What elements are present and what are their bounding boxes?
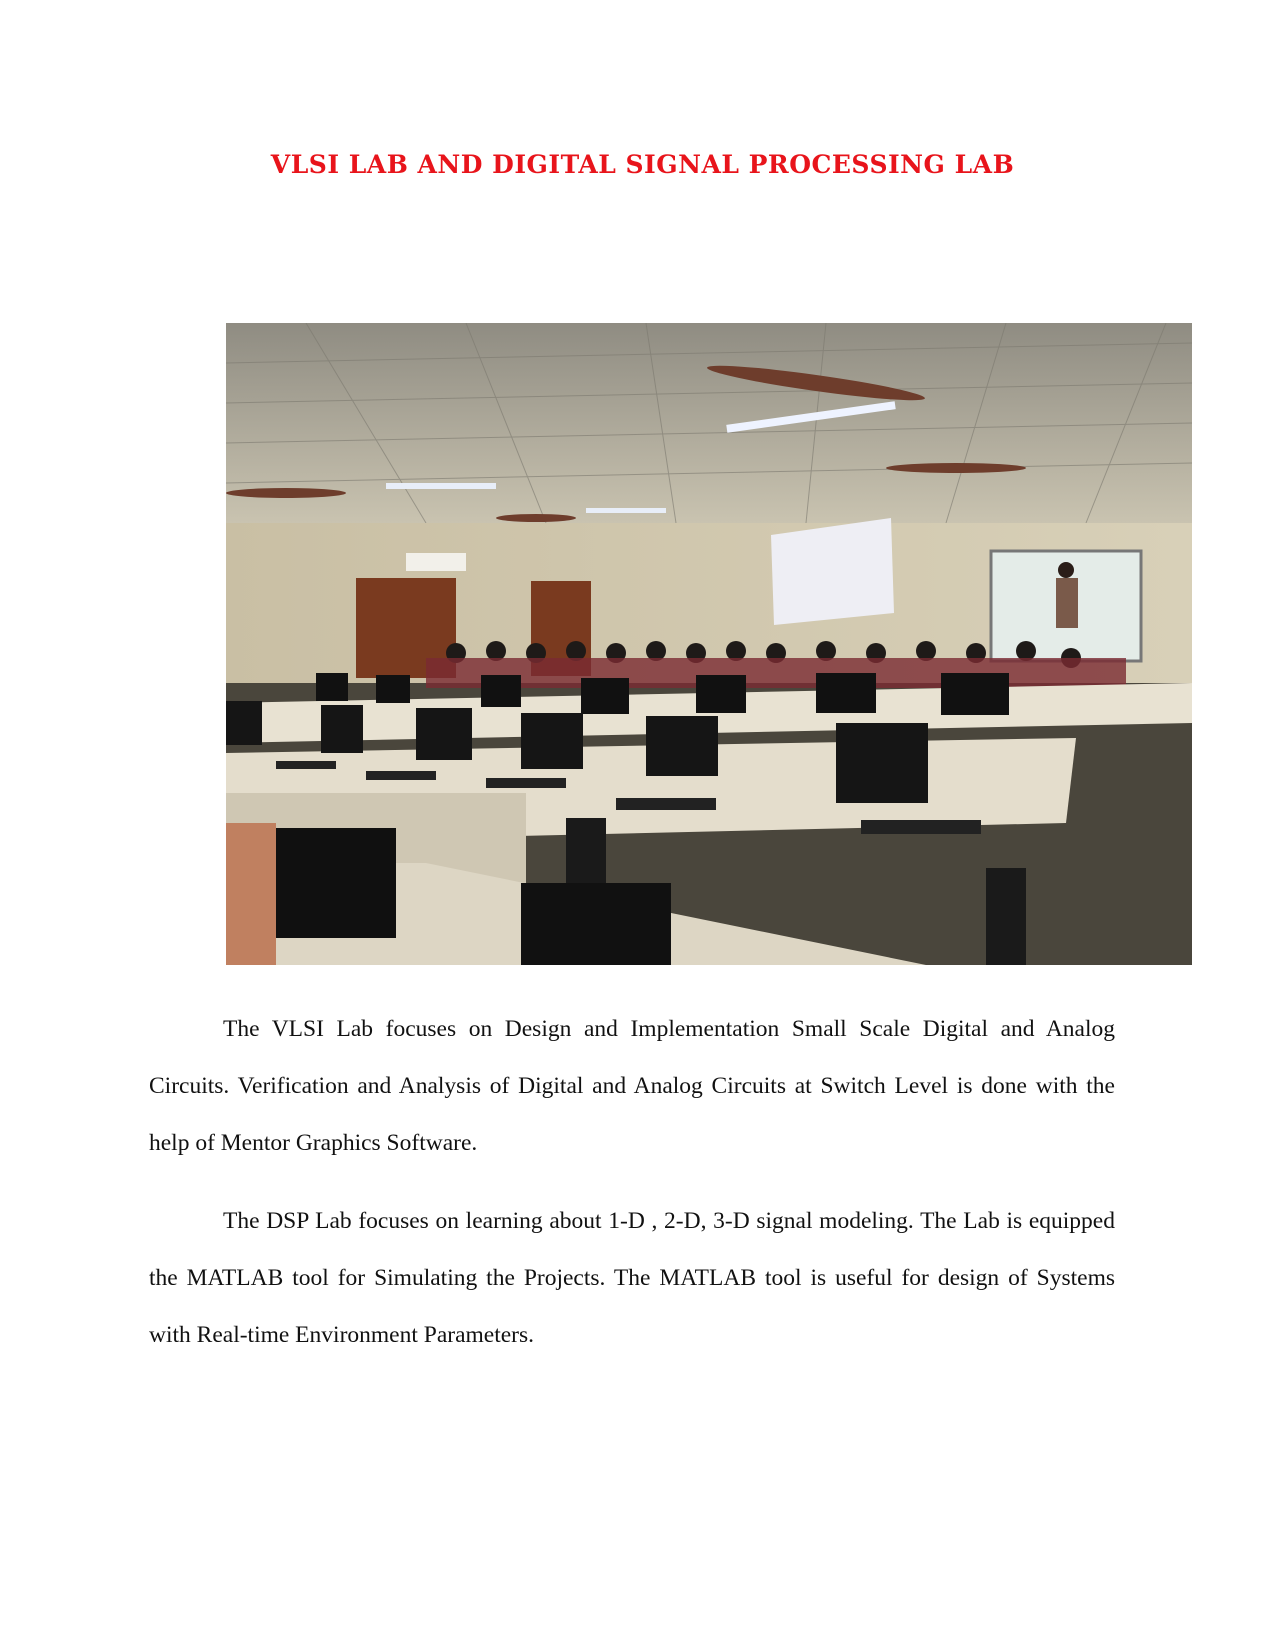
paragraph-text: The DSP Lab focuses on learning about 1-D , 2-D, 3-D signal modeling. The Lab is equipped the MATLAB tool for Simulating the Projects. The MATLAB tool is useful for design of Systems with Real-time Environment Parameters.	[149, 1208, 1115, 1348]
page-title: VLSI LAB AND DIGITAL SIGNAL PROCESSING LAB	[270, 150, 1015, 179]
lab-photo	[226, 323, 1192, 965]
vlsi-lab-paragraph	[149, 1001, 1115, 1172]
dsp-lab-paragraph	[149, 1193, 1115, 1364]
paragraph-text: The VLSI Lab focuses on Design and Implementation Small Scale Digital and Analog Circuits. Verification and Analysis of Digital and Analog Circuits at Switch Level is done with the help of Mentor Graphics Software.	[149, 1016, 1115, 1156]
